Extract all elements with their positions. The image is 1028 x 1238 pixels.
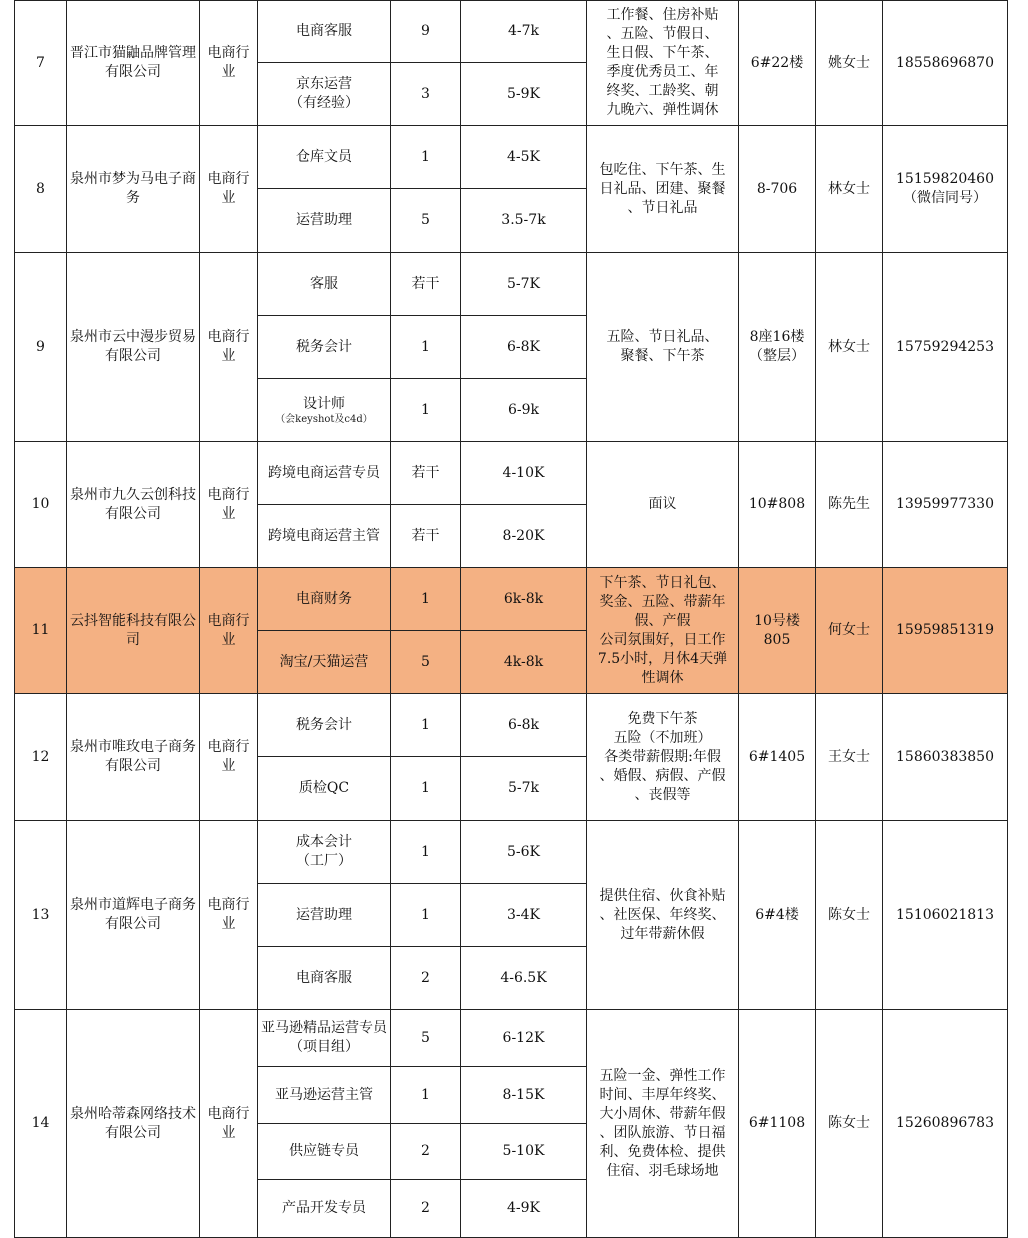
company-number: 11	[15, 568, 67, 694]
benefit-line: 下午茶、节日礼包、	[599, 574, 726, 591]
company-number: 8	[15, 126, 67, 253]
table-row	[15, 821, 1008, 884]
position-title	[258, 1, 391, 63]
benefit-line: 住宿、羽毛球场地	[606, 1162, 719, 1179]
position-title	[258, 821, 391, 884]
position-count: 1	[391, 126, 461, 189]
benefit-line: 各类带薪假期:年假	[604, 748, 721, 765]
industry: 电商行业	[200, 253, 258, 442]
position-count: 1	[391, 694, 461, 757]
benefit-line: 生日假、下午茶、	[606, 45, 719, 61]
benefit-line: 工作餐、住房补贴	[606, 7, 719, 23]
benefit-line: 、团队旅游、节日福	[599, 1124, 726, 1141]
position-count: 1	[391, 757, 461, 821]
contact-phone: 15159820460（微信同号）	[883, 126, 1008, 253]
position-count: 5	[391, 631, 461, 694]
position-title-text: 淘宝/天猫运营	[279, 653, 369, 670]
position-title-text: 亚马逊运营主管	[275, 1086, 373, 1103]
benefit-line: 性调休	[641, 669, 684, 686]
position-count: 若干	[391, 253, 461, 316]
position-title-text: 亚马逊精品运营专员（项目组）	[261, 1020, 387, 1055]
benefit-line: 公司氛围好，日工作	[599, 631, 726, 648]
position-title-text: 跨境电商运营专员	[268, 464, 380, 481]
position-title-text: 仓库文员	[296, 148, 352, 165]
table-row	[15, 568, 1008, 631]
position-title-text: 电商客服	[296, 23, 352, 39]
table-row	[15, 694, 1008, 757]
benefit-line: 九晚六、弹性调休	[606, 102, 719, 118]
position-salary: 5-9K	[461, 63, 587, 126]
benefit-line: 聚餐、下午茶	[620, 348, 705, 364]
company-name: 泉州市九久云创科技有限公司	[67, 442, 200, 568]
benefit-line: 假、产假	[634, 612, 691, 629]
benefits	[587, 821, 739, 1010]
office-location: 10号楼805	[739, 568, 816, 694]
contact-person: 陈女士	[816, 1010, 883, 1238]
benefit-line: 大小周休、带薪年假	[599, 1105, 726, 1122]
position-salary: 4-9K	[461, 1180, 587, 1238]
position-title	[258, 505, 391, 568]
benefit-line: 面议	[648, 496, 677, 512]
industry: 电商行业	[200, 694, 258, 821]
contact-phone: 15860383850	[883, 694, 1008, 821]
contact-phone: 15759294253	[883, 253, 1008, 442]
position-salary: 4-5K	[461, 126, 587, 189]
position-salary: 4-6.5K	[461, 947, 587, 1010]
contact-phone: 13959977330	[883, 442, 1008, 568]
benefit-line: 日礼品、团建、聚餐	[599, 180, 726, 197]
position-title	[258, 316, 391, 379]
position-title-text: 设计师	[303, 395, 345, 412]
company-name: 晋江市猫鼬品牌管理有限公司	[67, 1, 200, 126]
benefit-line: 免费下午茶	[627, 710, 698, 727]
benefit-line: 终奖、工龄奖、朝	[606, 83, 719, 99]
position-title-text: 税务会计	[296, 716, 352, 733]
benefit-line: 、婚假、病假、产假	[599, 767, 726, 784]
company-number: 10	[15, 442, 67, 568]
industry: 电商行业	[200, 1010, 258, 1238]
office-location: 6#4楼	[739, 821, 816, 1010]
company-number: 12	[15, 694, 67, 821]
position-salary: 3-4K	[461, 884, 587, 947]
company-name: 泉州市唯玫电子商务有限公司	[67, 694, 200, 821]
office-location: 6#1405	[739, 694, 816, 821]
position-count: 2	[391, 1180, 461, 1238]
position-title	[258, 189, 391, 253]
position-title-text: 客服	[310, 275, 338, 292]
position-title-text: 运营助理	[296, 906, 352, 923]
position-count: 3	[391, 63, 461, 126]
position-note: （有经验）	[289, 95, 359, 111]
office-location: 8-706	[739, 126, 816, 253]
job-listing-table	[14, 0, 1008, 1238]
benefit-line: 、丧假等	[634, 786, 691, 803]
position-title-text: 税务会计	[296, 338, 352, 355]
position-note: （会keyshot及c4d）	[275, 413, 373, 425]
contact-person: 林女士	[816, 253, 883, 442]
company-name: 泉州市道辉电子商务有限公司	[67, 821, 200, 1010]
office-location: 10#808	[739, 442, 816, 568]
industry: 电商行业	[200, 568, 258, 694]
position-salary: 5-10K	[461, 1124, 587, 1180]
benefits	[587, 1010, 739, 1238]
position-salary: 4k-8k	[461, 631, 587, 694]
position-title-text: 供应链专员	[289, 1143, 359, 1159]
industry: 电商行业	[200, 821, 258, 1010]
position-salary: 6k-8k	[461, 568, 587, 631]
contact-phone: 15260896783	[883, 1010, 1008, 1238]
company-name: 泉州哈蒂森网络技术有限公司	[67, 1010, 200, 1238]
benefit-line: 、五险、节假日、	[606, 26, 719, 42]
office-location: 6#22楼	[739, 1, 816, 126]
contact-person: 陈女士	[816, 821, 883, 1010]
company-name: 泉州市云中漫步贸易有限公司	[67, 253, 200, 442]
position-title-text: 产品开发专员	[282, 1200, 366, 1216]
position-count: 若干	[391, 442, 461, 505]
company-name: 云抖智能科技有限公司	[67, 568, 200, 694]
benefits	[587, 126, 739, 253]
position-salary: 5-7k	[461, 757, 587, 821]
position-title	[258, 884, 391, 947]
benefit-line: 季度优秀员工、年	[606, 64, 719, 80]
position-salary: 6-12K	[461, 1010, 587, 1067]
position-title-text: 质检QC	[298, 780, 350, 796]
position-title	[258, 568, 391, 631]
benefit-line: 奖金、五险、带薪年	[599, 593, 726, 610]
position-title-text: 电商财务	[296, 590, 352, 607]
table-row	[15, 1, 1008, 63]
position-title	[258, 126, 391, 189]
benefits	[587, 694, 739, 821]
benefits	[587, 568, 739, 694]
position-title-text: 电商客服	[296, 969, 352, 986]
position-salary: 5-7K	[461, 253, 587, 316]
position-title	[258, 253, 391, 316]
benefit-line: 包吃住、下午茶、生	[599, 161, 726, 178]
position-title	[258, 694, 391, 757]
position-title-text: 跨境电商运营主管	[268, 527, 380, 544]
position-title	[258, 757, 391, 821]
contact-person: 陈先生	[816, 442, 883, 568]
contact-phone: 18558696870	[883, 1, 1008, 126]
industry: 电商行业	[200, 442, 258, 568]
table-body	[15, 1, 1008, 1238]
company-number: 7	[15, 1, 67, 126]
office-location: 8座16楼（整层）	[739, 253, 816, 442]
contact-person: 姚女士	[816, 1, 883, 126]
position-title-text: 京东运营	[296, 76, 352, 92]
table-row	[15, 442, 1008, 505]
benefit-line: 五险、节日礼品、	[606, 329, 719, 345]
contact-phone: 15959851319	[883, 568, 1008, 694]
position-count: 1	[391, 821, 461, 884]
company-number: 9	[15, 253, 67, 442]
benefits	[587, 442, 739, 568]
benefit-line: 时间、丰厚年终奖、	[599, 1086, 726, 1103]
position-title	[258, 947, 391, 1010]
table-row	[15, 253, 1008, 316]
position-count: 5	[391, 1010, 461, 1067]
benefit-line: 利、免费体检、提供	[599, 1143, 726, 1160]
benefits	[587, 1, 739, 126]
position-count: 1	[391, 379, 461, 442]
position-salary: 8-15K	[461, 1067, 587, 1124]
benefit-line: 、社医保、年终奖、	[599, 906, 726, 923]
position-count: 1	[391, 316, 461, 379]
position-count: 1	[391, 1067, 461, 1124]
table-row	[15, 1010, 1008, 1067]
contact-person: 林女士	[816, 126, 883, 253]
benefit-line: 提供住宿、伙食补贴	[599, 887, 726, 904]
contact-person: 王女士	[816, 694, 883, 821]
position-salary: 6-9k	[461, 379, 587, 442]
position-title	[258, 1010, 391, 1067]
benefits	[587, 253, 739, 442]
benefit-line: 过年带薪休假	[620, 925, 705, 942]
position-salary: 5-6K	[461, 821, 587, 884]
position-title	[258, 442, 391, 505]
table-row	[15, 126, 1008, 189]
office-location: 6#1108	[739, 1010, 816, 1238]
position-count: 9	[391, 1, 461, 63]
company-number: 13	[15, 821, 67, 1010]
contact-phone: 15106021813	[883, 821, 1008, 1010]
position-salary: 6-8K	[461, 316, 587, 379]
benefit-line: 五险（不加班）	[613, 729, 712, 746]
position-count: 1	[391, 568, 461, 631]
position-title-text: 运营助理	[296, 212, 352, 228]
position-count: 5	[391, 189, 461, 253]
position-salary: 6-8k	[461, 694, 587, 757]
benefit-line: 五险一金、弹性工作	[599, 1067, 726, 1084]
position-count: 2	[391, 1124, 461, 1180]
position-salary: 4-7k	[461, 1, 587, 63]
position-title	[258, 1180, 391, 1238]
position-salary: 4-10K	[461, 442, 587, 505]
company-name: 泉州市梦为马电子商务	[67, 126, 200, 253]
position-count: 若干	[391, 505, 461, 568]
position-title	[258, 1067, 391, 1124]
position-title-text: 成本会计	[296, 834, 352, 850]
position-title	[258, 379, 391, 442]
position-salary: 3.5-7k	[461, 189, 587, 253]
position-count: 1	[391, 884, 461, 947]
position-title	[258, 1124, 391, 1180]
industry: 电商行业	[200, 126, 258, 253]
industry: 电商行业	[200, 1, 258, 126]
position-title	[258, 63, 391, 126]
position-salary: 8-20K	[461, 505, 587, 568]
position-title	[258, 631, 391, 694]
position-note: （工厂）	[296, 853, 352, 869]
benefit-line: 7.5小时，月休4天弹	[597, 650, 728, 667]
position-count: 2	[391, 947, 461, 1010]
benefit-line: 、节日礼品	[627, 199, 698, 216]
contact-person: 何女士	[816, 568, 883, 694]
company-number: 14	[15, 1010, 67, 1238]
